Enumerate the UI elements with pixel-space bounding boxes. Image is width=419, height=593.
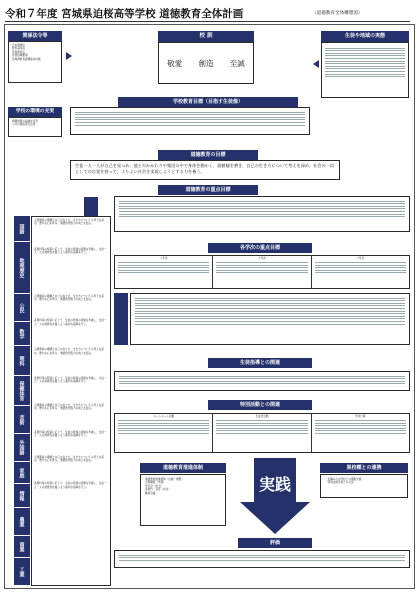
subject-label: 公民 (14, 294, 30, 322)
subject-label: 外国語 (14, 434, 30, 462)
subject-text: 人間関係の理解と自己の在り方、生き方についての考えを深め、豊かな心を育み、道徳的実践力の向上を図る。 (34, 294, 104, 302)
partner-item: ・特別支援学校との交流 (325, 481, 354, 485)
law-item: 学校教育法 (12, 50, 25, 54)
motto-word: 創造 (198, 58, 214, 68)
subject-text: 人間関係の理解と自己の在り方、生き方についての考えを深め、豊かな心を育み、道徳的実践力の向上を図る。 (34, 219, 104, 226)
frame-line (4, 24, 415, 589)
motto-word: 至誠 (229, 58, 245, 68)
special-col-label: 生徒会活動 (255, 415, 269, 418)
school-context-heading: 学校の環境の充実 (8, 107, 62, 117)
special-col-label: ホームルーム活動 (153, 415, 175, 418)
law-item: 日本国憲法 (12, 44, 25, 47)
subject-text: 各教科等の特質に応じて、生徒の発達の段階を考慮し、生徒一人一人の道徳性を養うよう適切な指導を行う。 (34, 430, 107, 438)
page-title (5, 6, 305, 21)
yearly-col-label: ２年次 (258, 257, 266, 260)
law-item: 学習指導要領 (12, 54, 28, 58)
context-item: 教職員間の協議を充実 (12, 120, 38, 123)
system-heading: 道徳教育推進体制 (140, 463, 226, 473)
moral-goal-heading: 道徳教育の目標 (158, 150, 258, 160)
system-item: 道徳教育推進教師（計画・調整） (145, 478, 184, 481)
guidance-heading: 生徒指導との関連 (208, 358, 312, 368)
system-item: 職員会議 (145, 491, 156, 495)
priority-heading: 道徳教育の重点目標 (158, 185, 258, 195)
subject-text: 各教科等の特質に応じて、生徒の発達の段階を考慮し、生徒一人一人の道徳性を養うよう適切な指導を行う。 (34, 247, 107, 255)
title-underline (5, 21, 410, 22)
subject-label: 商業 (14, 536, 30, 558)
subject-label: 国語 (14, 216, 30, 242)
evaluation-heading: 評価 (238, 538, 312, 548)
subject-label: 農業 (14, 508, 30, 536)
subject-label: 保健体育 (14, 376, 30, 406)
motto-word: 敬愛 (167, 58, 183, 68)
laws-heading: 関係法令等 (8, 31, 62, 41)
practice-label: 実践 (258, 475, 291, 494)
special-col-label: 学校行事 (355, 415, 366, 418)
subject-label: 芸術 (14, 406, 30, 434)
special-heading: 特別活動との関連 (208, 400, 312, 410)
partner-item: ・近隣の小中学校との情報交換 (325, 478, 362, 481)
subject-text: 各教科等の特質に応じて、生徒の発達の段階を考慮し、生徒一人一人の道徳性を養うよう適切な指導を行う。 (34, 377, 107, 384)
subject-label: 工業 (14, 558, 30, 586)
yearly-col-label: ３年次 (356, 257, 365, 260)
subject-text: 各教科等の特質に応じて、生徒の発達の段階を考慮し、生徒一人一人の道徳性を養うよう適切な指導を行う。 (34, 319, 107, 326)
yearly-heading: 各学次の重点目標 (208, 243, 312, 253)
subject-text: 各教科等の特質に応じて、生徒の発達の段階を考慮し、生徒一人一人の道徳性を養うよう適切な指導を行う。 (34, 482, 107, 489)
school-goal-heading: 学校教育目標（目指す生徒像） (118, 97, 298, 107)
page-title-text: 令和７年度 宮城県迫桜高等学校 道徳教育全体計画 (5, 8, 244, 20)
system-item: 学年会（担当） (145, 484, 164, 488)
page-title-note: （道徳教育全体構想図） (312, 11, 363, 16)
subject-label: 情報 (14, 484, 30, 508)
system-item: 全教職員（実施） (145, 481, 166, 485)
subject-label: 家庭 (14, 462, 30, 484)
community-heading: 生徒や地域の実態 (321, 31, 409, 42)
subject-label: 地理歴史 (14, 242, 30, 294)
yearly-col-label: １年次 (159, 257, 168, 260)
moral-goal-box: 生徒一人一人が自己を見つめ、他とのかかわりや集団の中で身体を動かし、価値観を磨き、自己の生き方について考えを深め、社会の一員としての自覚を持って、よりよい社会を実現しようとする力を養う。 (70, 160, 340, 180)
law-item: 宮城県教育振興基本計画 (12, 57, 41, 61)
partners-heading: 異校種との連携 (320, 463, 408, 473)
subject-text: 人間関係の理解と自己の在り方、生き方についての考えを深め、豊かな心を育み、道徳的実践力の向上を図る。 (34, 455, 104, 462)
system-item: 各教科・各部（担当） (145, 488, 171, 492)
law-item: 教育基本法 (12, 47, 25, 51)
motto-heading: 校 訓 (158, 31, 254, 42)
subject-text: 人間関係の理解と自己の在り方、生き方についての考えを深め、豊かな心を育み、道徳的実践力の向上を図る。 (34, 348, 104, 355)
subject-label: 理科 (14, 346, 30, 376)
subject-label: 数学 (14, 322, 30, 346)
subject-text: 人間関係の理解と自己の在り方、生き方についての考えを深め、豊かな心を育み、道徳的実践力の向上を図る。 (34, 403, 104, 411)
context-item: 公共の施設等の活用 (12, 123, 36, 127)
